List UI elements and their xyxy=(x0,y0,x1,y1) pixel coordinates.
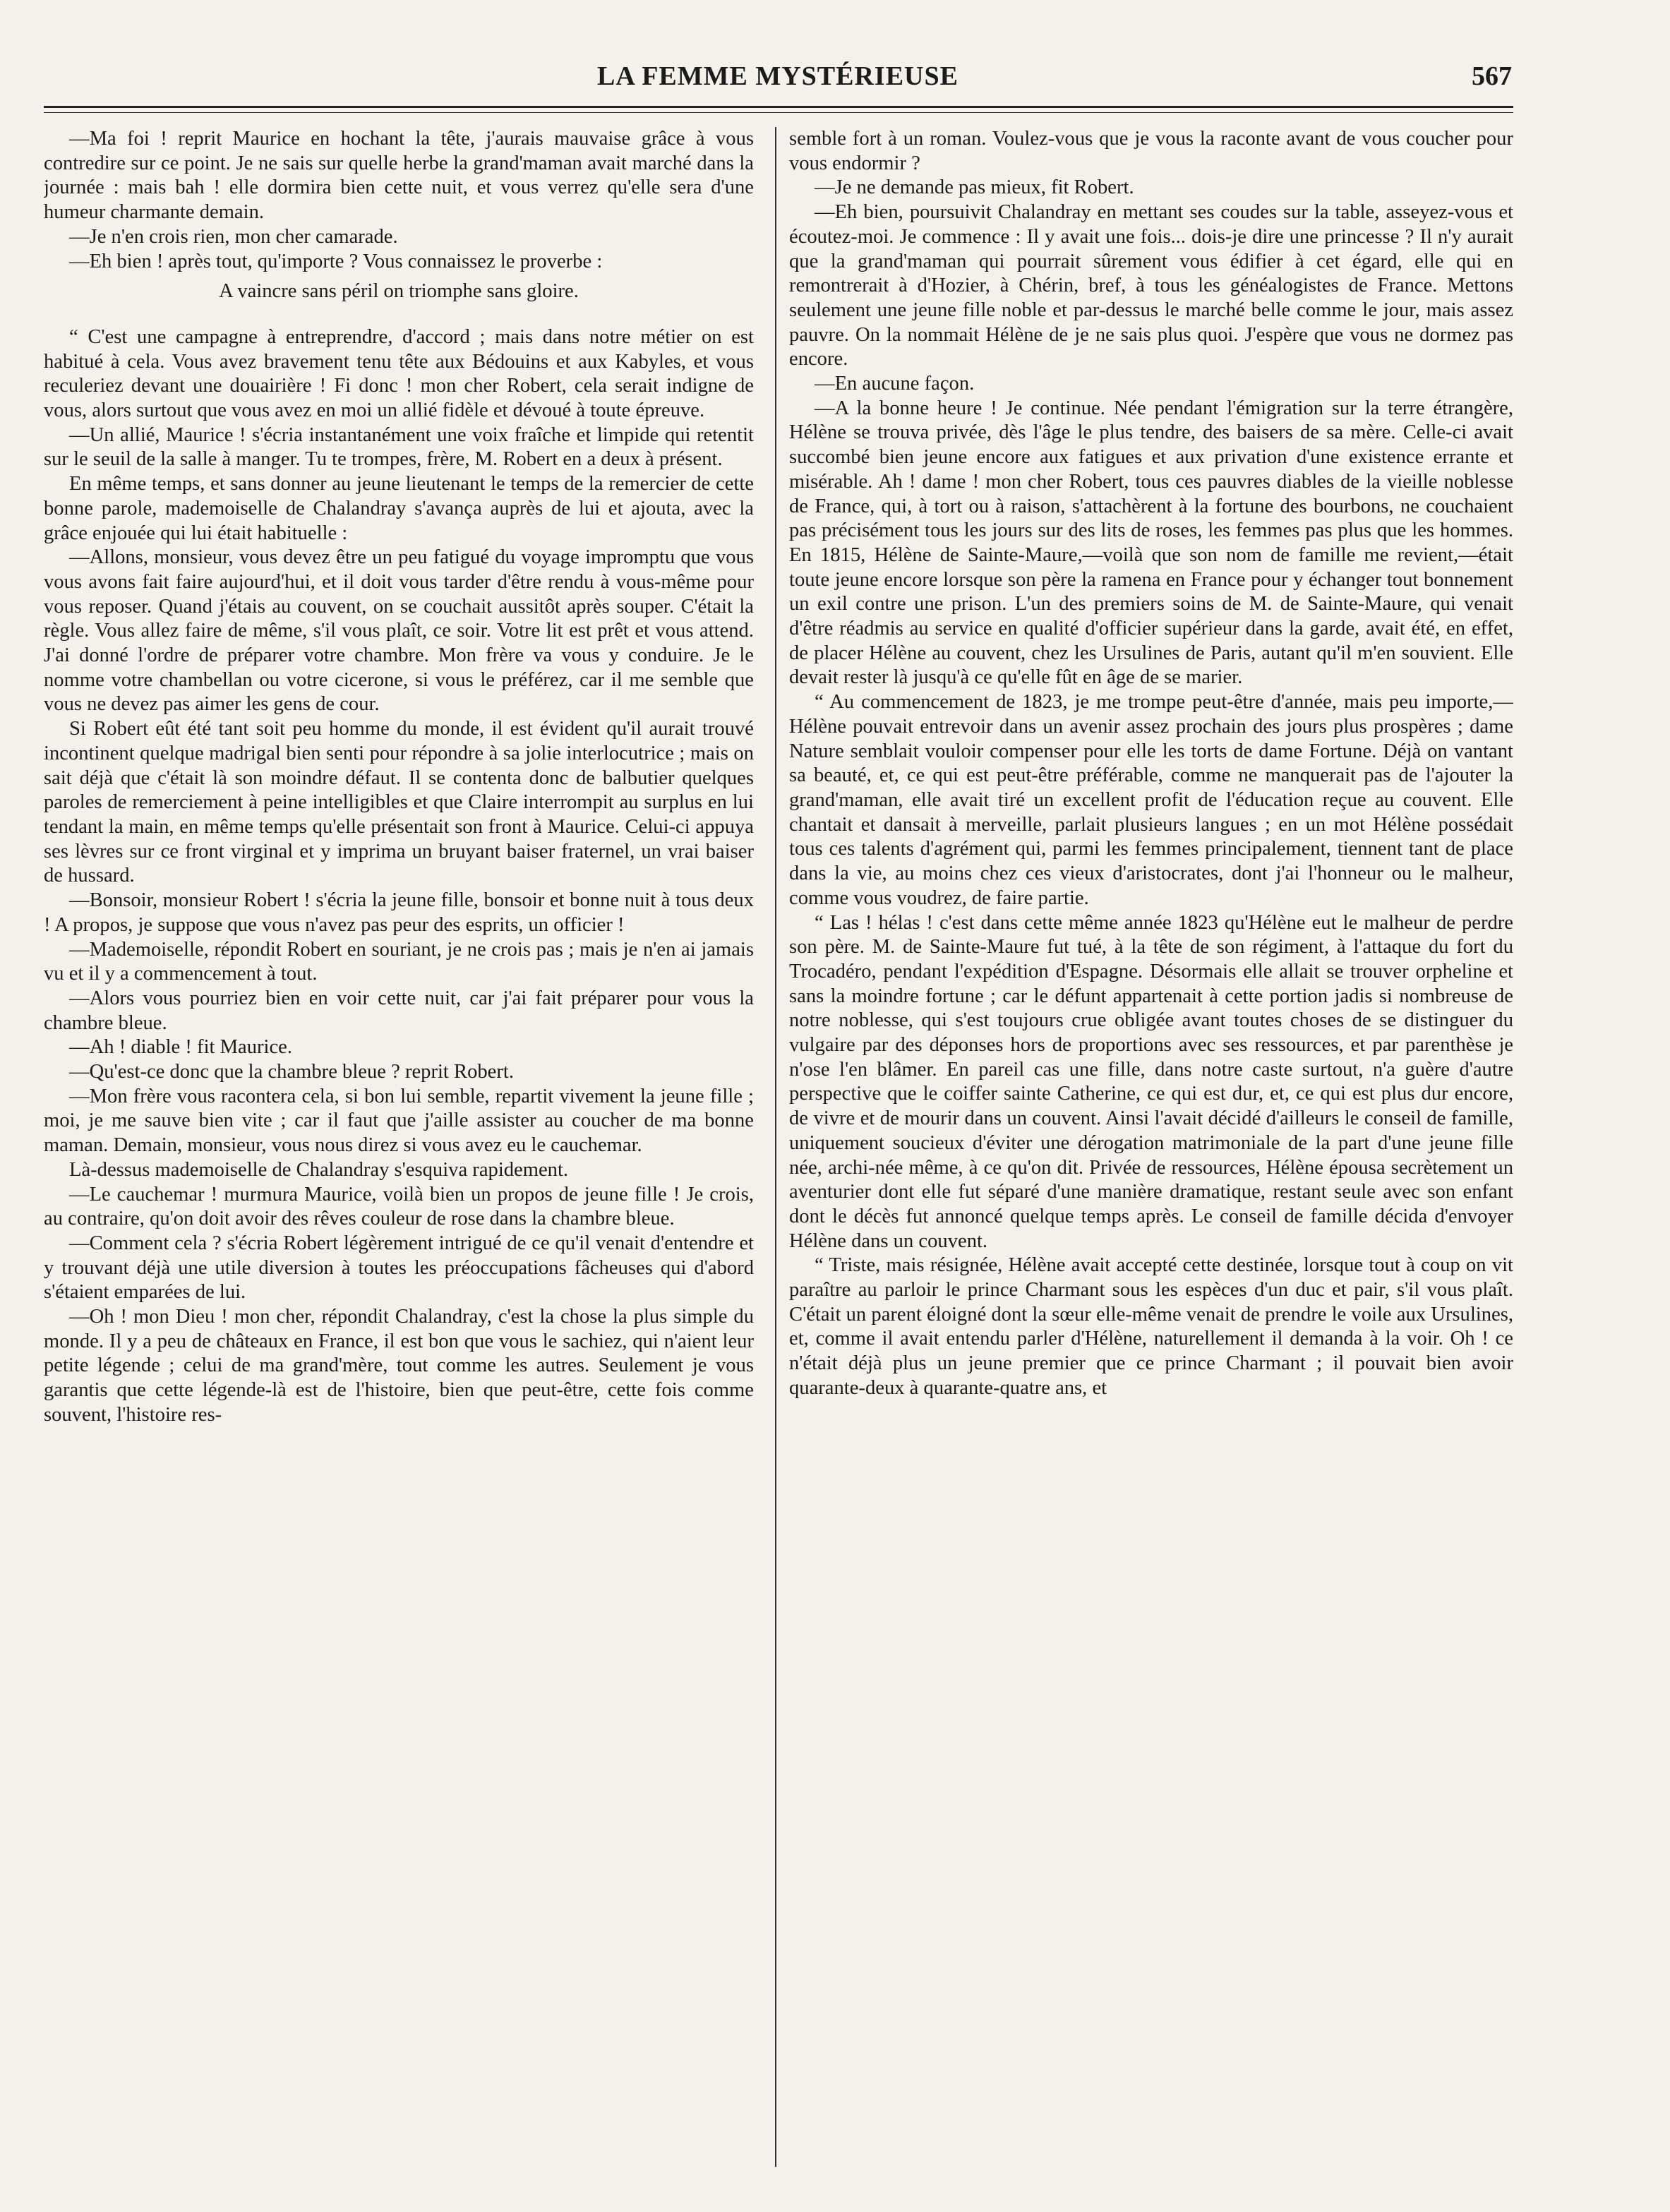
paragraph: —A la bonne heure ! Je continue. Née pendant l'émigration sur la terre étrangère, Hélène se trouva privée, dès l'âge le plus tendre, des baisers de sa mère. Celle-ci avait succombé bien jeune encore aux fatigues et aux privation d'une existence errante et misérable. Ah ! dame ! mon cher Robert, tous ces pauvres diables de la vieille noblesse de France, qui, à tort ou à raison, s'attachèrent à la fortune des bourbons, ne couchaient pas précisément tous les jours sur des lits de roses, les femmes pas plus que les hommes. En 1815, Hélène de Sainte-Maure,—voilà que son nom de famille me revient,—était toute jeune encore lorsque son père la ramena en France pour y échanger tout bonnement un exil contre une prison. L'un des premiers soins de M. de Sainte-Maure, qui venait d'être réadmis au service en qualité d'officier supérieur dans la garde, avait été, en effet, de placer Hélène au couvent, chez les Ursulines de Paris, autant qu'il m'en souvient. Elle devait rester là jusqu'à ce qu'elle fût en âge de se marier. xyxy=(789,397,1513,689)
paragraph: “ Au commencement de 1823, je me trompe peut-être d'année, mais peu importe,—Hélène pouvait entrevoir dans un avenir assez prochain des jours plus prospères ; dame Nature semblait vouloir compenser pour elle les torts de dame Fortune. Déjà on vantant sa beauté, et, ce qui est peut-être préférable, comme ne manquerait pas de l'ajouter la grand'maman, elle avait tiré un excellent profit de l'éducation reçue au couvent. Elle chantait et dansait à merveille, parlait plusieurs langues ; en un mot Hélène possédait tous ces talents d'agrément qui, parmi les femmes principalement, tiennent tant de place dans la vie, au moins chez ces vieux d'aristocrates, dont j'ai l'honneur ou le malheur, comme vous voudrez, de faire partie. xyxy=(789,691,1513,909)
paragraph: —Oh ! mon Dieu ! mon cher, répondit Chalandray, c'est la chose la plus simple du monde. Il y a peu de châteaux en France, il est bon que vous le sachiez, qui n'aient leur petite légende ; celui de ma grand'mère, tout comme les autres. Seulement je vous garantis que cette légende-là est de l'histoire, bien que peut-être, cette fois comme souvent, l'histoire res- xyxy=(44,1306,754,1426)
right-column xyxy=(789,127,1513,2174)
paragraph: —Qu'est-ce donc que la chambre bleue ? reprit Robert. xyxy=(69,1061,514,1083)
paragraph: —Mademoiselle, répondit Robert en souriant, je ne crois pas ; mais je n'en ai jamais vu et il y a commencement à tout. xyxy=(44,938,754,985)
paragraph: “ C'est une campagne à entreprendre, d'accord ; mais dans notre métier on est habitué à cela. Vous avez bravement tenu tête aux Bédouins et aux Kabyles, et vous reculeriez devant une douairière ! Fi donc ! mon cher Robert, cela serait indigne de vous, alors surtout que vous avez en moi un allié fidèle et dévoué à toute épreuve. xyxy=(44,325,754,422)
paragraph: —Ma foi ! reprit Maurice en hochant la tête, j'aurais mauvaise grâce à vous contredire sur ce point. Je ne sais sur quelle herbe la grand'maman avait marché dans la journée : mais bah ! elle dormira bien cette nuit, et vous verrez qu'elle sera d'une humeur charmante demain. xyxy=(44,128,754,224)
paragraph: —Je ne demande pas mieux, fit Robert. xyxy=(815,176,1134,199)
page-number: 567 xyxy=(1472,61,1512,91)
paragraph: —Comment cela ? s'écria Robert légèrement intrigué de ce qu'il venait d'entendre et y trouvant déjà une utile diversion à toutes les préoccupations fâcheuses qui d'abord s'étaient emparées de lui. xyxy=(44,1232,754,1304)
paragraph: —Je n'en crois rien, mon cher camarade. xyxy=(69,225,398,248)
paragraph: “ Las ! hélas ! c'est dans cette même année 1823 qu'Hélène eut le malheur de perdre son père. M. de Sainte-Maure fut tué, à la tête de son régiment, à l'attaque du fort du Trocadéro, pendant l'expédition d'Espagne. Désormais elle allait se trouver orpheline et sans la moindre fortune ; car le défunt appartenait à cette portion jadis si nombreuse de notre noblesse, qui s'est toujours crue obligée avant toutes choses de se distinguer du vulgaire par des déponses hors de proportions avec ses ressources, et par parenthèse je n'ose l'en blâmer. En pareil cas une fille, dans notre caste surtout, n'a guère d'autre perspective que le coiffer sainte Catherine, ce qui est dur, et, ce qui est plus dur encore, de vivre et de mourir dans un couvent. Ainsi l'avait décidé d'ailleurs le conseil de famille, uniquement soucieux d'éviter une dérogation matrimoniale de la part d'une jeune fille née, archi-née même, à ce qu'on dit. Privée de ressources, Hélène épousa secrètement un aventurier dont elle fut séparé d'une manière dramatique, restant seule avec son enfant dont le décès fut annoncé quelque temps après. Le conseil de famille décida d'envoyer Hélène dans un couvent. xyxy=(789,911,1513,1252)
paragraph: —Mon frère vous racontera cela, si bon lui semble, repartit vivement la jeune fille ; moi, je me sauve bien vite ; car il faut que j'aille assister au coucher de ma bonne maman. Demain, monsieur, vous nous direz si vous avez eu le cauchemar. xyxy=(44,1085,754,1157)
paragraph: —Un allié, Maurice ! s'écria instantanément une voix fraîche et limpide qui retentit sur le seuil de la salle à manger. Tu te trompes, frère, M. Robert en a deux à présent. xyxy=(44,423,754,471)
paragraph-continued: semble fort à un roman. Voulez-vous que je vous la raconte avant de vous coucher pour vous endormir ? xyxy=(789,128,1513,174)
page-header xyxy=(44,58,1512,100)
paragraph: —Eh bien ! après tout, qu'importe ? Vous connaissez le proverbe : xyxy=(69,250,603,272)
paragraph: En même temps, et sans donner au jeune lieutenant le temps de la remercier de cette bonne parole, mademoiselle de Chalandray s'avança auprès de lui et ajouta, avec la grâce enjouée qui lui était habituelle : xyxy=(44,473,754,544)
paragraph: —Ah ! diable ! fit Maurice. xyxy=(69,1036,293,1059)
header-rule xyxy=(44,106,1513,113)
paragraph: —Alors vous pourriez bien en voir cette nuit, car j'ai fait préparer pour vous la chambre bleue. xyxy=(44,987,754,1034)
paragraph: “ Triste, mais résignée, Hélène avait accepté cette destinée, lorsque tout à coup on vit paraître au parloir le prince Charmant sous les espèces d'un duc et pair, s'il vous plaît. C'était un parent éloigné dont la sœur elle-même venait de prendre le voile aux Ursulines, et, comme il avait entendu parler d'Hélène, naturellement il demanda à la voir. Oh ! ce n'était déjà plus un jeune premier que ce prince Charmant ; il pouvait bien avoir quarante-deux à quarante-quatre ans, et xyxy=(789,1254,1513,1399)
running-title: LA FEMME MYSTÉRIEUSE xyxy=(597,61,959,91)
paragraph: —Allons, monsieur, vous devez être un peu fatigué du voyage impromptu que vous vous avons fait faire aujourd'hui, et il doit vous tarder d'être rendu à vous-même pour vous reposer. Quand j'étais au couvent, on se couchait aussitôt après souper. C'était la règle. Vous allez faire de même, s'il vous plaît, ce soir. Votre lit est prêt et vous attend. J'ai donné l'ordre de préparer votre chambre. Mon frère va vous y conduire. Je le nomme votre chambellan ou votre cicerone, si vous le préférez, car il me semble que vous ne devez pas aimer les gens de cour. xyxy=(44,546,754,716)
proverb-verse: A vaincre sans péril on triomphe sans gloire. xyxy=(219,280,579,303)
paragraph: —Eh bien, poursuivit Chalandray en mettant ses coudes sur la table, asseyez-vous et écoutez-moi. Je commence : Il y avait une fois... dois-je dire une princesse ? Il n'y aurait que la grand'maman qui pourrait sûrement vous édifier à cet égard, elle qui en remontrerait à d'Hozier, à Chérin, bref, à tous les généalogistes de France. Mettons seulement une jeune fille noble et par-dessus le marché belle comme le jour, mais assez pauvre. On la nommait Hélène de je ne sais plus quoi. J'espère que vous ne dormez pas encore. xyxy=(789,201,1513,371)
left-column xyxy=(44,127,754,2174)
paragraph: Là-dessus mademoiselle de Chalandray s'esquiva rapidement. xyxy=(69,1158,569,1181)
paragraph: —Bonsoir, monsieur Robert ! s'écria la jeune fille, bonsoir et bonne nuit à tous deux ! A propos, je suppose que vous n'avez pas peur des esprits, un officier ! xyxy=(44,889,754,936)
paragraph: —En aucune façon. xyxy=(815,373,975,395)
column-divider xyxy=(775,127,776,2167)
paragraph: —Le cauchemar ! murmura Maurice, voilà bien un propos de jeune fille ! Je crois, au contraire, qu'on doit avoir des rêves couleur de rose dans la chambre bleue. xyxy=(44,1183,754,1230)
paragraph: Si Robert eût été tant soit peu homme du monde, il est évident qu'il aurait trouvé incontinent quelque madrigal bien senti pour répondre à sa jolie interlocutrice ; mais on sait déjà que c'était là son moindre défaut. Il se contenta donc de balbutier quelques paroles de remerciement à peine intelligibles et que Claire interrompit au surplus en lui tendant la main, en même temps qu'elle présentait son front à Maurice. Celui-ci appuya ses lèvres sur ce front virginal et y imprima un bruyant baiser fraternel, un vrai baiser de hussard. xyxy=(44,718,754,887)
